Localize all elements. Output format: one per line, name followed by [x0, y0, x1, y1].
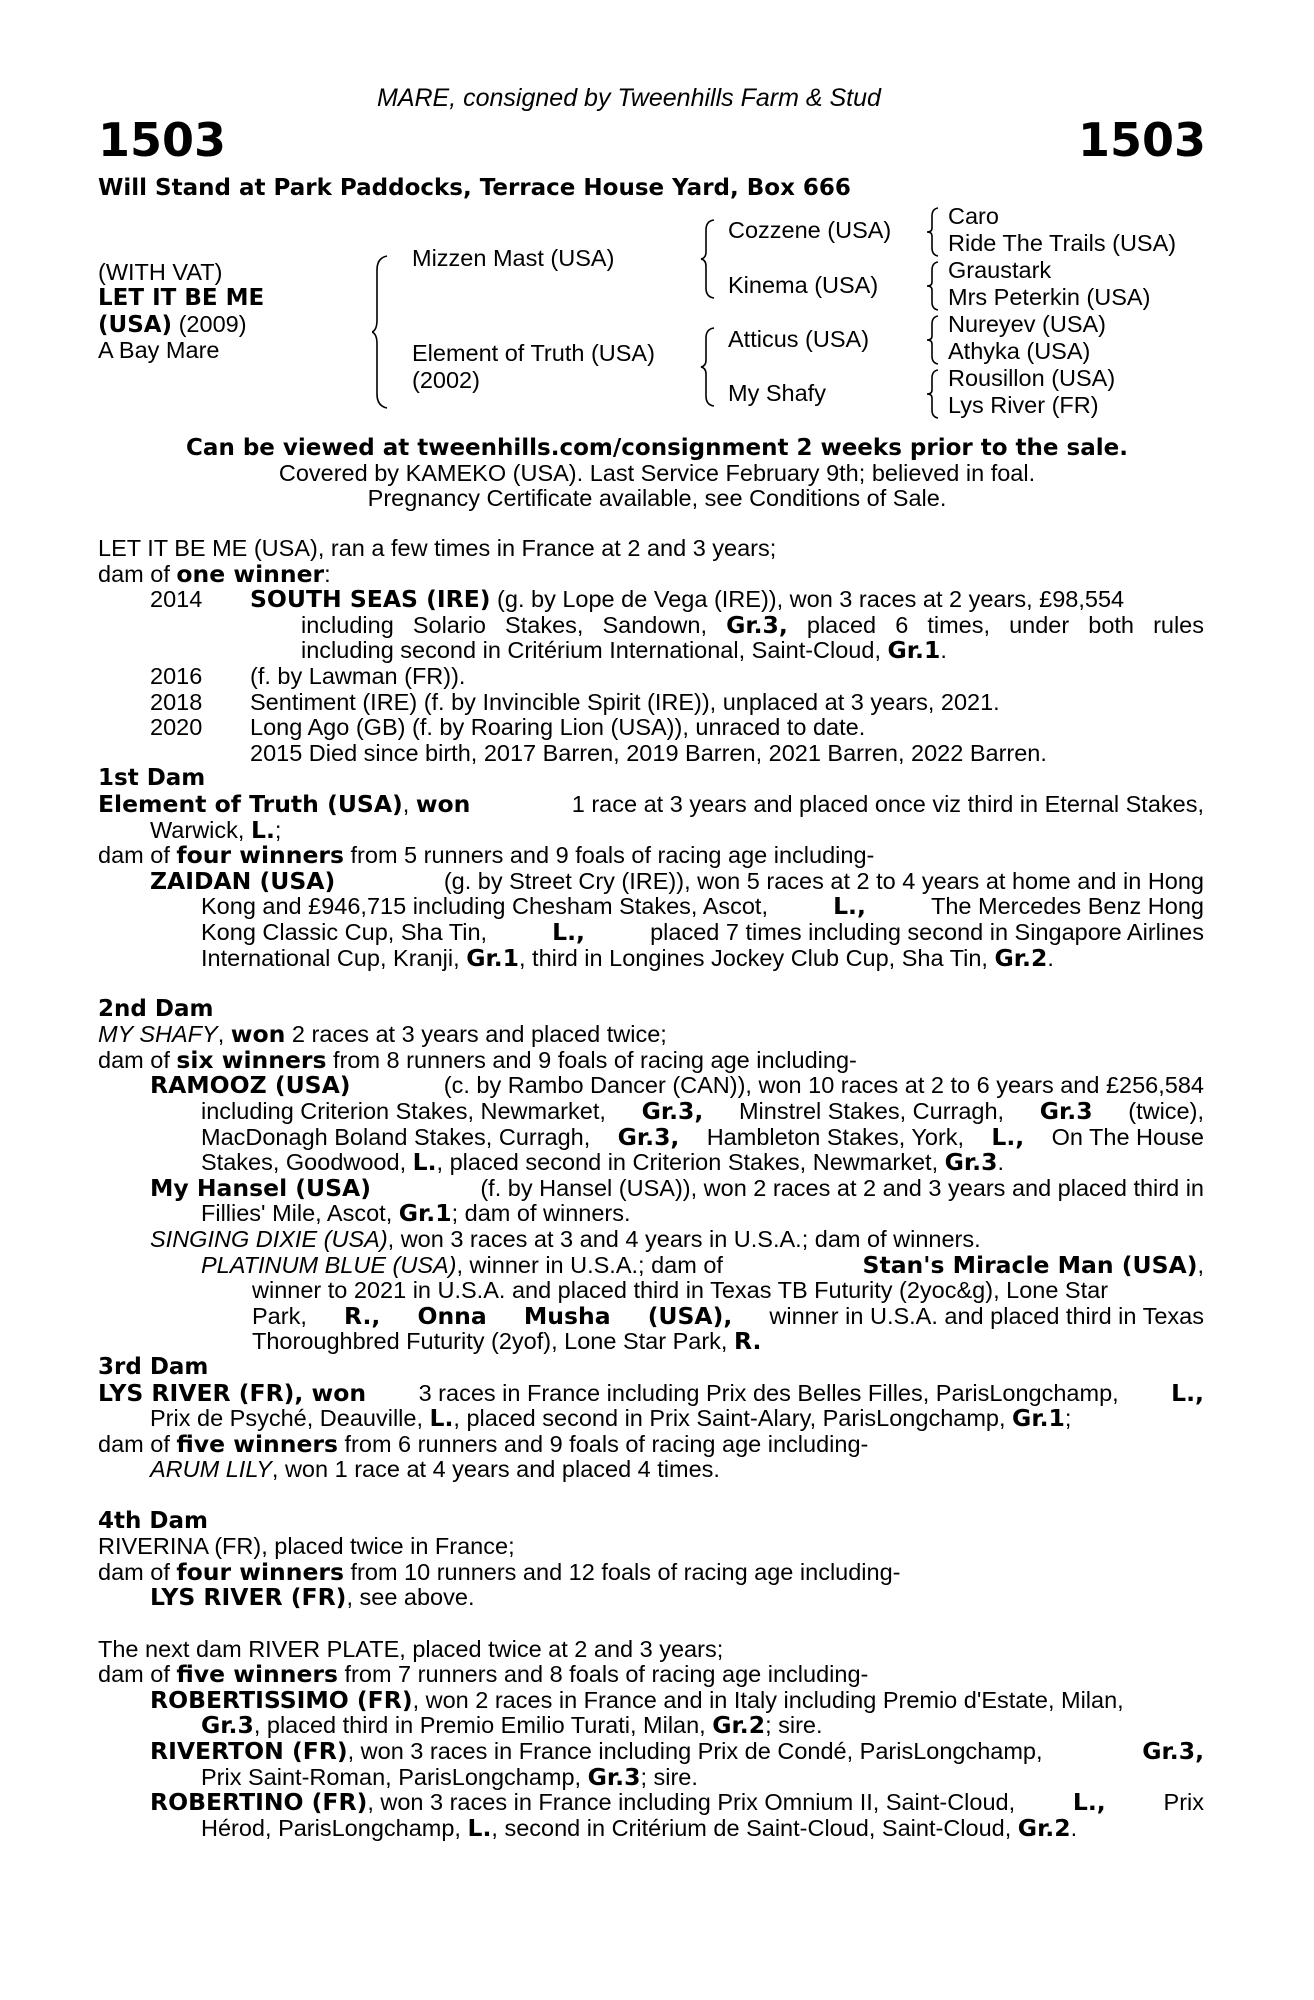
- lot-number-right: 1503: [1077, 113, 1206, 167]
- word: times,: [927, 611, 991, 638]
- covered-note: Covered by KAMEKO (USA). Last Service February 9th; believed in foal.: [278, 460, 1036, 486]
- horse-name: RIVERTON (FR): [150, 1736, 348, 1765]
- horse-name: Musha: [523, 1301, 611, 1330]
- dam1-line1: Element of Truth (USA), won 1 race at 3 years and placed once viz third in Eternal Stakes,: [98, 789, 1204, 818]
- text: dam of: [98, 560, 177, 587]
- text: Thoroughbred Futurity (2yof), Lone Star Park,: [252, 1328, 734, 1355]
- word: Stakes,: [505, 611, 584, 638]
- horse-name: LYS RIVER (FR), won: [98, 1378, 367, 1407]
- text: Prix de Psyché, Deauville,: [150, 1405, 430, 1432]
- horse-name: ARUM LILY: [150, 1456, 272, 1483]
- year: 2020: [150, 714, 203, 741]
- produce-2014-line3: [98, 638, 1204, 664]
- text: Prix: [1163, 1789, 1204, 1816]
- text: 2 races at 3 years and placed twice;: [285, 1021, 667, 1048]
- grade: Gr.3,: [726, 610, 788, 639]
- text: 1 race at 3 years and placed once viz third in Eternal Stakes,: [571, 790, 1204, 817]
- text: dam of: [98, 1046, 177, 1073]
- grade: L.,: [1072, 1788, 1106, 1817]
- grade: Gr.1: [1012, 1404, 1065, 1433]
- year: 2014: [150, 586, 203, 613]
- horse-name: LET IT BE ME: [98, 285, 265, 311]
- dam2-line1: [98, 1022, 1204, 1048]
- pregnancy-note: Pregnancy Certificate available, see Conditions of Sale.: [367, 485, 947, 511]
- pedigree-brace-dam: [700, 326, 716, 408]
- pedigree-ggs5: Nureyev (USA): [948, 311, 1107, 337]
- pedigree-gs1: Cozzene (USA): [728, 217, 892, 243]
- pedigree-gs2: Kinema (USA): [728, 272, 879, 298]
- grade: L.,: [552, 917, 585, 946]
- text: Prix Saint-Roman, ParisLongchamp,: [201, 1763, 588, 1790]
- produce-2018: [98, 690, 1204, 716]
- word: both: [1088, 611, 1134, 638]
- zaidan-line1: [98, 866, 1204, 895]
- text: Hérod, ParisLongchamp,: [201, 1814, 468, 1841]
- text: Sentiment (IRE) (f. by Invincible Spirit (IRE)), unplaced at 3 years, 2021.: [250, 688, 1000, 715]
- pedigree-ggs1: Caro: [948, 203, 999, 229]
- riverton-line2: [98, 1762, 1204, 1791]
- horse-name: My Hansel (USA): [150, 1173, 371, 1202]
- text: Kong Classic Cup, Sha Tin,: [201, 918, 488, 945]
- platinum-blue-line2: winner to 2021 in U.S.A. and placed third in Texas TB Futurity (2yoc&g), Lone Star: [252, 1277, 1109, 1304]
- pedigree-dam-year: (2002): [412, 367, 480, 393]
- robertino-line1: [98, 1790, 1204, 1816]
- grade: Gr.3: [1039, 1097, 1093, 1126]
- hansel-line2: [98, 1201, 1204, 1227]
- ramooz-line3: [98, 1122, 1204, 1151]
- text: ,: [1197, 1251, 1204, 1278]
- horse-name: RAMOOZ (USA): [150, 1071, 351, 1100]
- horse-name: ROBERTINO (FR): [150, 1788, 368, 1817]
- word: Sandown,: [602, 611, 708, 638]
- pedigree-ggs8: Lys River (FR): [948, 392, 1099, 418]
- winner-count: four winners: [176, 1557, 344, 1586]
- ramooz-line2: [98, 1099, 1204, 1125]
- grade: L.,: [1171, 1378, 1204, 1407]
- produce-dam-of: [98, 559, 1204, 588]
- grade: Gr.2: [994, 943, 1048, 972]
- text: from 5 runners and 9 foals of racing age including-: [344, 842, 875, 869]
- zaidan-line2: [98, 894, 1204, 920]
- text: :: [324, 560, 331, 587]
- grade: Gr.3,: [617, 1122, 680, 1151]
- next-dam-line1: The next dam RIVER PLATE, placed twice at 2 and 3 years;: [98, 1635, 724, 1662]
- dam4-heading: 4th Dam: [98, 1507, 208, 1534]
- text: placed 7 times including second in Singapore Airlines: [650, 918, 1204, 945]
- grade: Gr.2: [1017, 1813, 1071, 1842]
- platinum-blue-line4: [98, 1329, 1204, 1355]
- text: ,: [217, 1021, 231, 1048]
- text: (c. by Rambo Dancer (CAN)), won 10 races at 2 to 6 years and £256,584: [443, 1072, 1204, 1099]
- robertissimo-line2: [98, 1713, 1204, 1739]
- pedigree-ggs3: Graustark: [948, 257, 1052, 283]
- pedigree-brace-ggs1: [926, 206, 940, 258]
- dam4-line1: RIVERINA (FR), placed twice in France;: [98, 1533, 515, 1560]
- winner-count: five winners: [176, 1660, 338, 1689]
- grade: Gr.3: [201, 1711, 254, 1740]
- text: dam of: [98, 842, 177, 869]
- dam3-line1: [98, 1378, 1204, 1407]
- arum-lily-line: [98, 1457, 1204, 1483]
- text: 3 races in France including Prix des Belles Filles, ParisLongchamp,: [418, 1379, 1119, 1406]
- pedigree-brace-sire: [700, 218, 716, 300]
- text: (g. by Lope de Vega (IRE)), won 3 races at 2 years, £98,554: [497, 586, 1125, 613]
- text: Fillies' Mile, Ascot,: [201, 1200, 399, 1227]
- pedigree-ggs7: Rousillon (USA): [948, 365, 1116, 391]
- grade: R.: [733, 1327, 762, 1356]
- zaidan-line4: [98, 943, 1204, 972]
- text: , placed third in Premio Emilio Turati, Milan,: [253, 1712, 713, 1739]
- text: ; sire.: [640, 1763, 698, 1790]
- subtitle: MARE, consigned by Tweenhills Farm & Stud: [377, 84, 881, 112]
- pedigree-brace-ggs2: [926, 260, 940, 312]
- horse-name: LYS RIVER (FR): [150, 1583, 347, 1612]
- produce-2014: [98, 587, 1204, 613]
- pedigree-brace-ggs4: [926, 368, 940, 420]
- pedigree-dam: Element of Truth (USA): [412, 340, 655, 366]
- text: , placed second in Criterion Stakes, Newmarket,: [436, 1149, 945, 1176]
- text: , won 3 races in France including Prix Omnium II, Saint-Cloud,: [367, 1789, 1016, 1816]
- riverton-line1: [98, 1736, 1204, 1765]
- zaidan-line3: [98, 917, 1204, 946]
- word: Solario: [412, 611, 486, 638]
- text: ; dam of winners.: [451, 1200, 631, 1227]
- word: 6: [895, 611, 909, 638]
- grade: Gr.3: [944, 1148, 998, 1177]
- grade: Gr.1: [887, 636, 941, 665]
- grade: Gr.1: [466, 943, 519, 972]
- location: Will Stand at Park Paddocks, Terrace House Yard, Box 666: [98, 175, 851, 201]
- vat-note: (WITH VAT): [98, 259, 223, 285]
- text: from 6 runners and 9 foals of racing age including-: [337, 1430, 869, 1457]
- dam2-line2: [98, 1045, 1204, 1074]
- text: dam of: [98, 1430, 177, 1457]
- grade: Gr.1: [398, 1199, 452, 1228]
- text: from 8 runners and 9 foals of racing age including-: [326, 1046, 857, 1073]
- pedigree-brace-ggs3: [926, 314, 940, 366]
- text: , won 1 race at 4 years and placed 4 times.: [271, 1456, 720, 1483]
- produce-2016: [98, 664, 1204, 690]
- winner-count: four winners: [176, 841, 344, 870]
- horse-name: (USA),: [647, 1301, 733, 1330]
- pedigree-ggs2: Ride The Trails (USA): [948, 230, 1177, 256]
- text: , won 2 races in France and in Italy including Premio d'Estate, Milan,: [412, 1686, 1124, 1713]
- winner-count: one winner: [176, 559, 325, 588]
- word: rules: [1153, 611, 1204, 638]
- grade: L.,: [991, 1122, 1025, 1151]
- horse-origin: [98, 312, 247, 339]
- grade: R.,: [343, 1301, 381, 1330]
- word: under: [1009, 611, 1070, 638]
- text: dam of: [98, 1661, 177, 1688]
- catalogue-body: [98, 536, 1204, 1841]
- text: (g. by Street Cry (IRE)), won 5 races at 2 to 4 years at home and in Hong: [443, 867, 1204, 894]
- text: (f. by Lawman (FR)).: [250, 662, 466, 689]
- text: , second in Critérium de Saint-Cloud, Saint-Cloud,: [491, 1814, 1018, 1841]
- text: On The House: [1051, 1123, 1204, 1150]
- grade: Gr.3,: [1142, 1736, 1204, 1765]
- text: International Cup, Kranji,: [201, 944, 467, 971]
- dam2-heading: 2nd Dam: [98, 995, 214, 1022]
- ramooz-line1: [98, 1073, 1204, 1099]
- dam1-heading: 1st Dam: [98, 765, 206, 792]
- pedigree-ggs6: Athyka (USA): [948, 338, 1091, 364]
- text: , won 3 races at 3 and 4 years in U.S.A.; dam of winners.: [387, 1226, 981, 1253]
- grade: Gr.3,: [641, 1097, 704, 1126]
- text: Minstrel Stakes, Curragh,: [738, 1098, 1005, 1125]
- horse-year: (2009): [172, 311, 247, 337]
- view-note: Can be viewed at tweenhills.com/consignment 2 weeks prior to the sale.: [186, 435, 1128, 461]
- winner-count: five winners: [176, 1429, 338, 1458]
- dam1-line3: [98, 843, 1204, 869]
- text: Stakes, Goodwood,: [201, 1149, 413, 1176]
- produce-other: 2015 Died since birth, 2017 Barren, 2019 Barren, 2021 Barren, 2022 Barren.: [250, 739, 1047, 766]
- text: , placed second in Prix Saint-Alary, ParisLongchamp,: [453, 1405, 1013, 1432]
- text: (f. by Hansel (USA)), won 2 races at 2 and 3 years and placed third in: [480, 1174, 1204, 1201]
- winner-count: six winners: [176, 1045, 327, 1074]
- text: winner in U.S.A. and placed third in Texas: [769, 1302, 1204, 1329]
- won: won: [415, 789, 471, 818]
- year: 2018: [150, 688, 203, 715]
- horse-name: SINGING DIXIE (USA): [150, 1226, 388, 1253]
- text: ; sire.: [765, 1712, 823, 1739]
- grade: L.: [429, 1404, 454, 1433]
- text: .: [940, 637, 947, 664]
- text: from 10 runners and 12 foals of racing age including-: [344, 1558, 901, 1585]
- grade: L.: [467, 1813, 492, 1842]
- text: dam of: [98, 1558, 177, 1585]
- horse-name: Stan's Miracle Man (USA): [862, 1250, 1198, 1279]
- horse-name: SOUTH SEAS (IRE): [250, 585, 491, 614]
- horse-desc: A Bay Mare: [98, 337, 220, 363]
- pedigree-ggs4: Mrs Peterkin (USA): [948, 284, 1151, 310]
- dam4-line2: [98, 1557, 1204, 1586]
- text: from 7 runners and 8 foals of racing age including-: [337, 1661, 869, 1688]
- text: including second in Critérium International, Saint-Cloud,: [301, 637, 888, 664]
- platinum-blue-line1: [98, 1250, 1204, 1279]
- horse-name: Element of Truth (USA): [98, 789, 403, 818]
- dam1-line2: [98, 815, 1204, 844]
- grade: L.: [412, 1148, 437, 1177]
- horse-name: ZAIDAN (USA): [150, 866, 336, 895]
- produce-2020: [98, 715, 1204, 741]
- text: .: [997, 1149, 1004, 1176]
- grade: Gr.3: [587, 1762, 641, 1791]
- dam4-line3: [98, 1585, 1204, 1611]
- dam3-line3: [98, 1429, 1204, 1458]
- pedigree-gs3: Atticus (USA): [728, 326, 870, 352]
- text: Long Ago (GB) (f. by Roaring Lion (USA)), unraced to date.: [250, 714, 866, 741]
- dam3-line2: [98, 1406, 1204, 1432]
- pedigree-sire: Mizzen Mast (USA): [412, 245, 615, 271]
- text: Warwick,: [150, 816, 251, 843]
- grade: Gr.2: [712, 1711, 766, 1740]
- horse-name: PLATINUM BLUE (USA): [201, 1251, 457, 1278]
- produce-intro: LET IT BE ME (USA), ran a few times in France at 2 and 3 years;: [98, 535, 777, 561]
- text: Kong and £946,715 including Chesham Stakes, Ascot,: [201, 893, 768, 920]
- robertino-line2: [98, 1813, 1204, 1842]
- text: , won 3 races in France including Prix de Condé, ParisLongchamp,: [347, 1737, 1043, 1764]
- text: MacDonagh Boland Stakes, Curragh,: [201, 1123, 591, 1150]
- won: won: [230, 1020, 286, 1049]
- word: including: [301, 611, 394, 638]
- produce-2014-line2: [98, 610, 1204, 639]
- grade: L.: [250, 815, 275, 844]
- lot-number-left: 1503: [98, 113, 227, 167]
- text: ;: [274, 816, 282, 843]
- text: , winner in U.S.A.; dam of: [456, 1251, 723, 1278]
- grade: L.,: [833, 892, 866, 921]
- text: ;: [1064, 1405, 1072, 1432]
- word: placed: [806, 611, 877, 638]
- singing-dixie-line: [98, 1227, 1204, 1253]
- text: (twice),: [1128, 1098, 1204, 1125]
- text: .: [1047, 944, 1054, 971]
- pedigree-gs4: My Shafy: [728, 380, 826, 406]
- horse-country: (USA): [98, 312, 173, 338]
- horse-name: MY SHAFY: [98, 1021, 218, 1048]
- text: including Criterion Stakes, Newmarket,: [201, 1098, 606, 1125]
- year: 2016: [150, 662, 203, 689]
- ramooz-line4: [98, 1150, 1204, 1176]
- platinum-blue-line3: [98, 1301, 1204, 1330]
- hansel-line1: [98, 1173, 1204, 1202]
- horse-name: Onna: [417, 1301, 487, 1330]
- next-dam-line2: [98, 1662, 1204, 1688]
- pedigree-brace-main: [372, 254, 390, 410]
- text: .: [1070, 1814, 1078, 1841]
- text: Hambleton Stakes, York,: [706, 1123, 965, 1150]
- text: The Mercedes Benz Hong: [930, 893, 1204, 920]
- text: , see above.: [346, 1584, 475, 1611]
- text: Park,: [252, 1302, 307, 1329]
- robertissimo-line1: [98, 1685, 1204, 1714]
- dam3-heading: 3rd Dam: [98, 1354, 209, 1380]
- text: , third in Longines Jockey Club Cup, Sha Tin,: [519, 944, 995, 971]
- horse-name: ROBERTISSIMO (FR): [150, 1685, 413, 1714]
